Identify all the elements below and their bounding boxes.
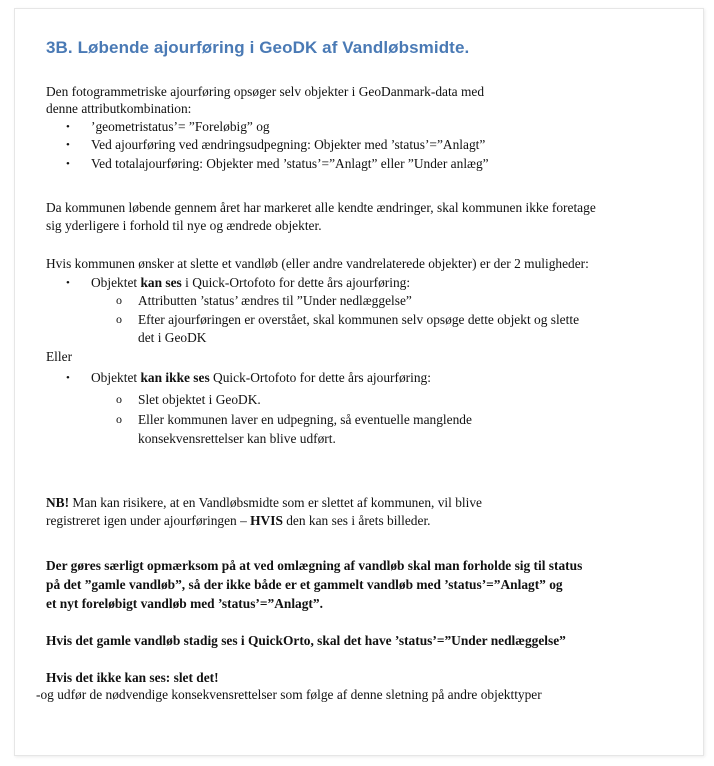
option2-line [91, 369, 431, 387]
para3-line-1: Hvis kommunen ønsker at slette et vandløb (eller andre vandrelaterede objekter) er der 2 muligheder: [46, 256, 589, 271]
bullet-glyph: • [66, 139, 70, 151]
note-line-2-post: den kan ses i årets billeder. [282, 513, 431, 528]
intro-bullet-3: Ved totalajourføring: Objekter med ’status’=”Anlagt” eller ”Under anlæg” [91, 156, 489, 171]
section-heading: 3B. Løbende ajourføring i GeoDK af Vandløbsmidte. [46, 38, 470, 57]
option2-post: Quick-Ortofoto for dette års ajourføring: [209, 370, 431, 385]
option1-subitem-1: Attributten ’status’ ændres til ”Under nedlæggelse” [138, 293, 412, 308]
option2-subitem-3: konsekvensrettelser kan blive udført. [138, 431, 336, 446]
bullet-glyph: • [66, 277, 70, 289]
note-line-2 [46, 512, 431, 530]
note-line-2-bold: HVIS [250, 513, 283, 528]
old-visible-line: Hvis det gamle vandløb stadig ses i QuickOrto, skal det have ’status’=”Under nedlæggelse” [46, 633, 566, 648]
sub-bullet-glyph: o [116, 392, 122, 406]
intro-line-1: Den fotogrammetriske ajourføring opsøger selv objekter i GeoDanmark-data med [46, 84, 485, 99]
note-line-1 [46, 494, 482, 512]
option1-pre: Objektet [91, 275, 141, 290]
para2-line-1: Da kommunen løbende gennem året har markeret alle kendte ændringer, skal kommunen ikke foretage [46, 200, 596, 215]
option2-pre: Objektet [91, 370, 141, 385]
or-label: Eller [46, 349, 73, 364]
note-line-1-rest: Man kan risikere, at en Vandløbsmidte som er slettet af kommunen, vil blive [69, 495, 482, 510]
sub-bullet-glyph: o [116, 312, 122, 326]
not-visible-bold: Hvis det ikke kan ses: slet det! [46, 670, 219, 685]
sub-bullet-glyph: o [116, 412, 122, 426]
option1-subitem-3: det i GeoDK [138, 330, 207, 345]
intro-bullet-2: Ved ajourføring ved ændringsudpegning: Objekter med ’status’=”Anlagt” [91, 137, 486, 152]
intro-line-2: denne attributkombination: [46, 101, 192, 116]
sub-bullet-glyph: o [116, 293, 122, 307]
bullet-glyph: • [66, 372, 70, 384]
option2-subitem-1: Slet objektet i GeoDK. [138, 392, 261, 407]
intro-bullet-1: ’geometristatus’= ”Foreløbig” og [91, 119, 270, 134]
bullet-glyph: • [66, 121, 70, 133]
nb-label: NB! [46, 495, 70, 510]
para2-line-2: sig yderligere i forhold til nye og ændrede objekter. [46, 218, 322, 233]
attention-line-2: på det ”gamle vandløb”, så der ikke både er et gammelt vandløb med ’status’=”Anlagt” og [46, 577, 563, 592]
option1-line [91, 274, 410, 292]
option1-post: i Quick-Ortofoto for dette års ajourføring: [181, 275, 411, 290]
attention-line-3: et nyt foreløbigt vandløb med ’status’=”Anlagt”. [46, 596, 323, 611]
option1-bold: kan ses [140, 275, 182, 290]
option1-subitem-2: Efter ajourføringen er overstået, skal kommunen selv opsøge dette objekt og slette [138, 312, 580, 327]
option2-bold: kan ikke ses [140, 370, 210, 385]
note-line-2-pre: registreret igen under ajourføringen – [46, 513, 251, 528]
attention-line-1: Der gøres særligt opmærksom på at ved omlægning af vandløb skal man forholde sig til status [46, 558, 583, 573]
option2-subitem-2: Eller kommunen laver en udpegning, så eventuelle manglende [138, 412, 472, 427]
not-visible-line: -og udfør de nødvendige konsekvensrettelser som følge af denne sletning på andre objekttyper [36, 687, 542, 702]
bullet-glyph: • [66, 158, 70, 170]
